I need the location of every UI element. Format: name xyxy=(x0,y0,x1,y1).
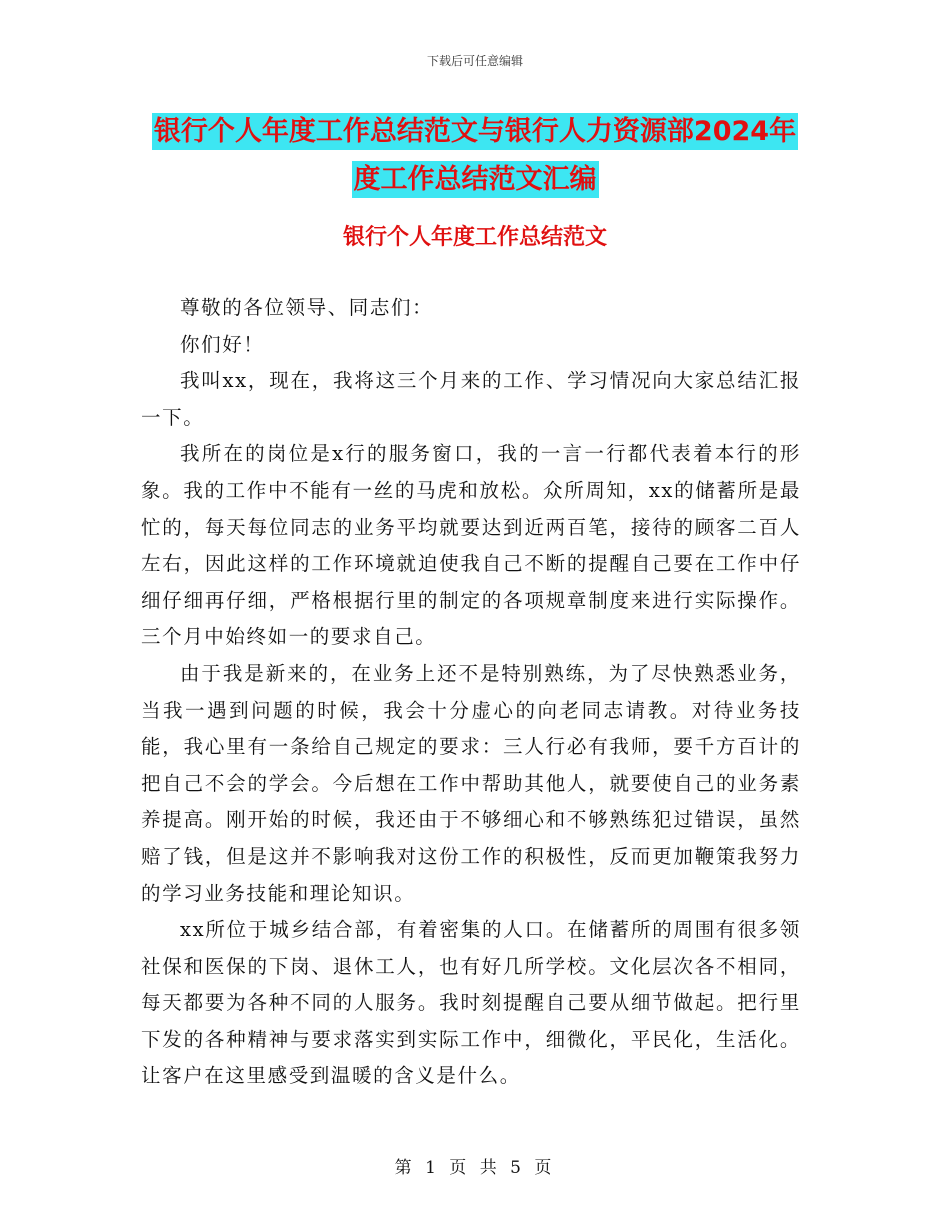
paragraph-greeting: 你们好！ xyxy=(180,332,265,356)
paragraph: 我叫xx，现在，我将这三个月来的工作、学习情况向大家总结汇报一下。 xyxy=(141,369,801,429)
document-title xyxy=(0,108,950,204)
document-title-line-1: 银行个人年度工作总结范文与银行人力资源部2024年 xyxy=(152,113,798,150)
paragraph: xx所位于城乡结合部，有着密集的人口。在储蓄所的周围有很多领社保和医保的下岗、退休工人，也有好几所学校。文化层次各不相同，每天都要为各种不同的人服务。我时刻提醒自己要从细节做起。把行里下发的各种精神与要求落实到实际工作中，细微化，平民化，生活化。让客户在这里感受到温暖的含义是什么。 xyxy=(141,918,801,1088)
section-title: 银行个人年度工作总结范文 xyxy=(342,225,607,250)
paragraph: 由于我是新来的，在业务上还不是特别熟练，为了尽快熟悉业务，当我一遇到问题的时候，我会十分虚心的向老同志请教。对待业务技能，我心里有一条给自己规定的要求：三人行必有我师，要千方百计的把自己不会的学会。今后想在工作中帮助其他人，就要使自己的业务素养提高。刚开始的时候，我还由于不够细心和不够熟练犯过错误，虽然赔了钱，但是这并不影响我对这份工作的积极性，反而更加鞭策我努力的学习业务技能和理论知识。 xyxy=(141,661,801,905)
header-note: 下载后可任意编辑 xyxy=(426,54,523,68)
page-footer: 第 1 页 共 5 页 xyxy=(394,1158,556,1178)
paragraph: 我所在的岗位是x行的服务窗口，我的一言一行都代表着本行的形象。我的工作中不能有一丝的马虎和放松。众所周知，xx的储蓄所是最忙的，每天每位同志的业务平均就要达到近两百笔，接待的顾客二百人左右，因此这样的工作环境就迫使我自己不断的提醒自己要在工作中仔细仔细再仔细，严格根据行里的制定的各项规章制度来进行实际操作。三个月中始终如一的要求自己。 xyxy=(141,442,801,649)
document-title-line-2: 度工作总结范文汇编 xyxy=(352,161,599,198)
body-text xyxy=(141,290,801,1095)
paragraph-salutation: 尊敬的各位领导、同志们： xyxy=(180,296,434,319)
